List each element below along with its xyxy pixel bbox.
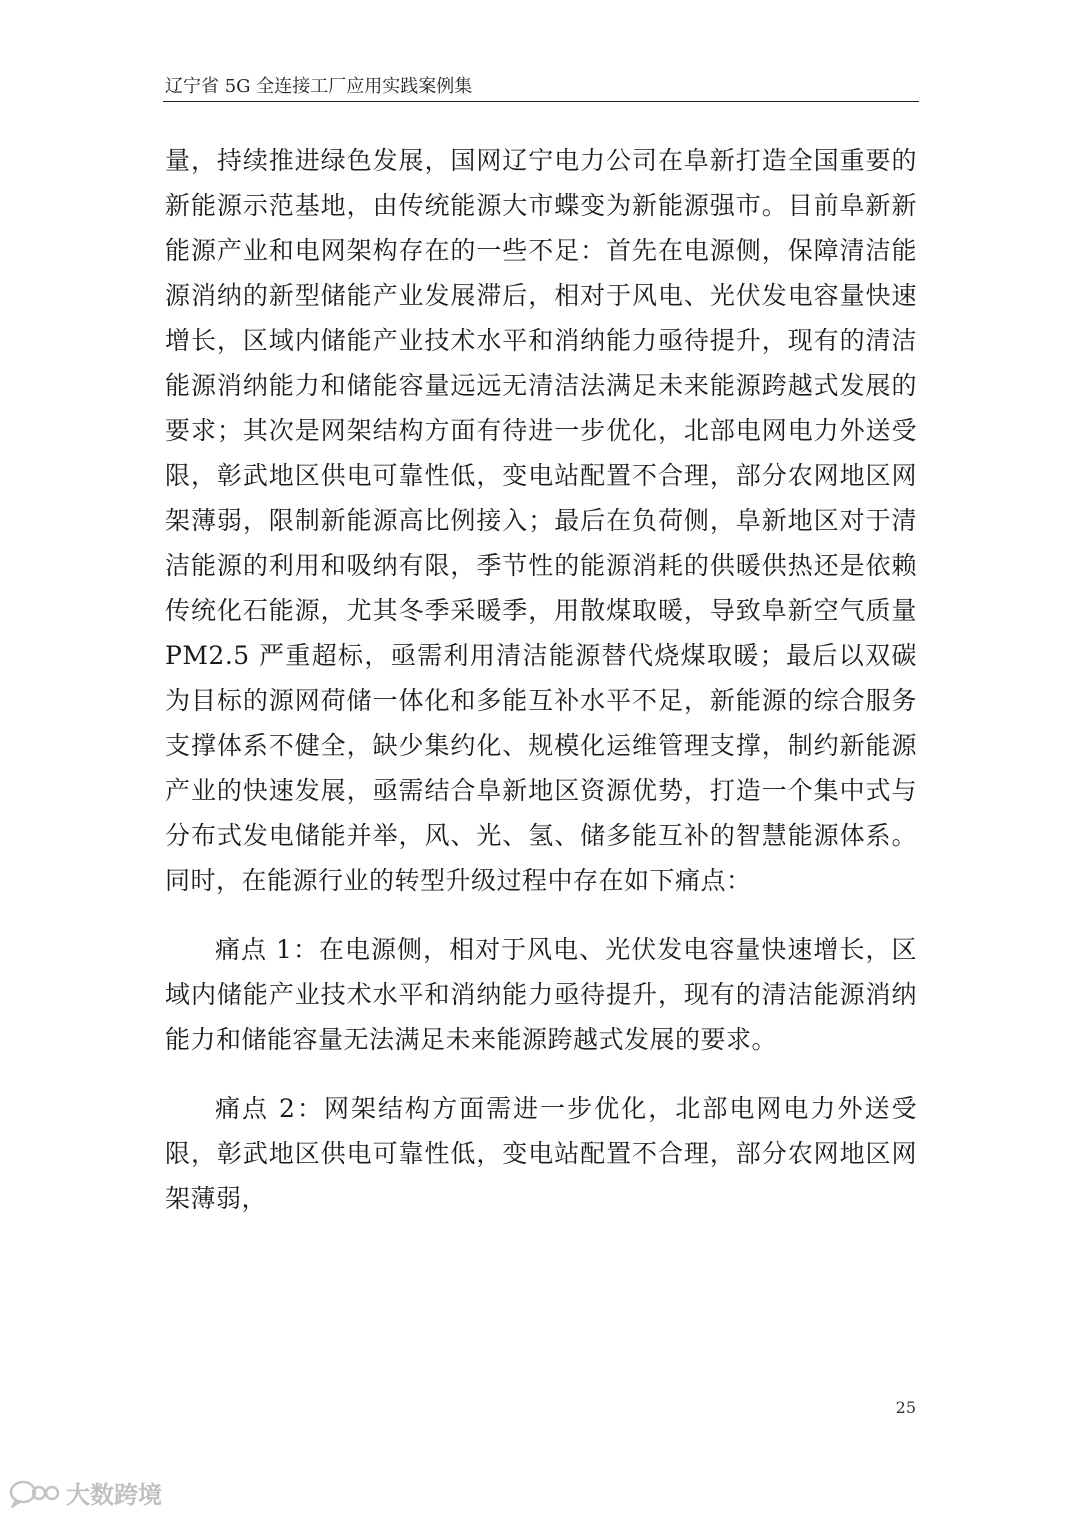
chat-bubble-logo-icon (8, 1478, 60, 1508)
paragraph-pain-point-1: 痛点 1：在电源侧，相对于风电、光伏发电容量快速增长，区域内储能产业技术水平和消纳能力亟待提升，现有的清洁能源消纳能力和储能容量无法满足未来能源跨越式发展的要求。 (165, 935, 917, 1054)
watermark-text: 大数跨境 (66, 1481, 162, 1509)
watermark (8, 1475, 162, 1510)
paragraph-pain-point-2: 痛点 2：网架结构方面需进一步优化，北部电网电力外送受限，彰武地区供电可靠性低，变电站配置不合理，部分农网地区网架薄弱， (165, 1094, 917, 1213)
running-header: 辽宁省 5G 全连接工厂应用实践案例集 (165, 76, 473, 97)
page-number: 25 (895, 1398, 916, 1417)
header-divider (163, 101, 919, 102)
body-text (165, 138, 917, 1221)
paragraph-context: 量，持续推进绿色发展，国网辽宁电力公司在阜新打造全国重要的新能源示范基地，由传统能源大市蝶变为新能源强市。目前阜新新能源产业和电网架构存在的一些不足：首先在电源侧，保障清洁能源消纳的新型储能产业发展滞后，相对于风电、光伏发电容量快速增长，区域内储能产业技术水平和消纳能力亟待提升，现有的清洁能源消纳能力和储能容量远远无清洁法满足未来能源跨越式发展的要求；其次是网架结构方面有待进一步优化，北部电网电力外送受限，彰武地区供电可靠性低，变电站配置不合理，部分农网地区网架薄弱，限制新能源高比例接入；最后在负荷侧，阜新地区对于清洁能源的利用和吸纳有限，季节性的能源消耗的供暖供热还是依赖传统化石能源，尤其冬季采暖季，用散煤取暖，导致阜新空气质量 PM2.5 严重超标，亟需利用清洁能源替代烧煤取暖；最后以双碳为目标的源网荷储一体化和多能互补水平不足，新能源的综合服务支撑体系不健全，缺少集约化、规模化运维管理支撑，制约新能源产业的快速发展，亟需结合阜新地区资源优势，打造一个集中式与分布式发电储能并举，风、光、氢、储多能互补的智慧能源体系。同时，在能源行业的转型升级过程中存在如下痛点： (165, 146, 917, 895)
